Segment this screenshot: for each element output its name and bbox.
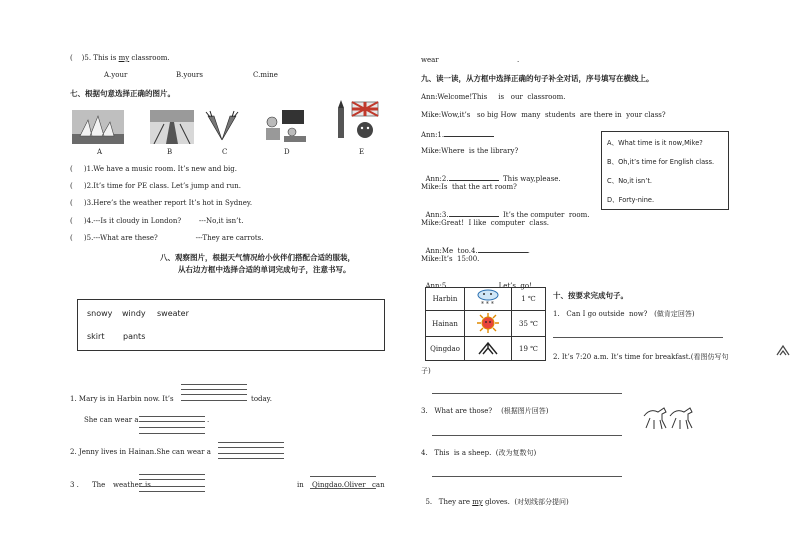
city-cell: Qingdao [426, 337, 465, 361]
wear-carryover: wear [421, 56, 439, 64]
section7-title: 七、根据句意选择正确的图片。 [70, 89, 175, 98]
q1-writing-line[interactable] [181, 389, 247, 390]
q5-option-c: C.mine [253, 71, 278, 79]
dialog-line-8: Mike:Great! I like computer class. [421, 219, 550, 227]
s8-q3-can: can [372, 481, 385, 489]
section10-title: 十、按要求完成句子。 [553, 291, 628, 300]
q2-writing-line[interactable] [218, 442, 284, 443]
dialog-line-7: Ann:3. It’s the computer room. [425, 211, 590, 219]
q3-writing-line[interactable] [310, 488, 376, 489]
weather-icon-cell [465, 337, 512, 361]
q2-writing-line[interactable] [218, 453, 284, 454]
s7-item-5: ( )5.---What are these? ---They are carrots. [70, 234, 264, 242]
q1-writing-line[interactable] [181, 400, 247, 401]
q1-writing-line[interactable] [181, 384, 247, 385]
london-picture [332, 100, 382, 144]
s7-item-2: ( )2.It’s time for PE class. Let’s jump and run. [70, 182, 241, 190]
s10-q4: 4. This is a sheep. (改为复数句) [421, 449, 537, 457]
s10-q2-answer-line[interactable] [432, 393, 622, 394]
horses-picture [642, 402, 694, 432]
wind-icon [476, 339, 500, 357]
pic-label-e: E [359, 148, 365, 156]
sun-icon [475, 312, 501, 334]
option-a: A、What time is it now,Mike? [607, 139, 703, 147]
s8-q1-end: today. [251, 395, 272, 403]
dialog-line-4: Mike:Where is the library? [421, 147, 519, 155]
s8-q3-is: is [145, 481, 151, 489]
pic-label-d: D [284, 148, 290, 156]
s10-q3: 3. What are those? (根据图片回答) [421, 407, 549, 415]
dialog-line-10: Mike:It’s 15:00. [421, 255, 480, 263]
q3-writing-line[interactable] [310, 476, 376, 477]
q2-writing-line[interactable] [218, 447, 284, 448]
q3-writing-line[interactable] [139, 486, 205, 487]
s8-q3-in: in [297, 481, 304, 489]
s10-q4-answer-line[interactable] [432, 476, 622, 477]
snow-cloud-icon [475, 288, 501, 308]
s8-q3-weather: weather [113, 481, 143, 489]
pic-label-a: A [97, 148, 103, 156]
q5-line: ( )5. This is my classroom. [70, 54, 170, 62]
s8-q2: 2. Jenny lives in Hainan.She can wear a [70, 448, 211, 456]
dialog-line-11: Ann:5. Let’s go! [425, 282, 532, 290]
answer-blank-4[interactable] [478, 245, 528, 253]
s8-q1-line2: She can wear a [84, 416, 139, 424]
temp-cell: 19 ℃ [512, 337, 546, 361]
s8-q3-the: The [92, 481, 106, 489]
wear-carryover-dot: . [517, 56, 520, 64]
weather-icon-cell [465, 288, 512, 311]
pic-label-b: B [167, 148, 173, 156]
q3-writing-line[interactable] [139, 491, 205, 492]
option-c: C、No,it isn’t. [607, 177, 652, 185]
answer-blank-2[interactable] [449, 173, 499, 181]
q1b-writing-line[interactable] [139, 416, 205, 417]
temp-cell: 35 ℃ [512, 311, 546, 337]
s10-q5: 5. They are my gloves. (对划线部分提问) [425, 498, 569, 506]
carrots-picture [200, 110, 244, 144]
word-snowy: snowy [87, 309, 113, 318]
q1b-writing-line[interactable] [139, 421, 205, 422]
city-cell: Hainan [426, 311, 465, 337]
word-windy: windy [122, 309, 146, 318]
s8-q3-qingdao: Qingdao.Oliver [312, 481, 366, 489]
q5-option-a: A.your [104, 71, 128, 79]
q1b-writing-line[interactable] [139, 433, 205, 434]
s10-q1-answer-line[interactable] [553, 337, 723, 338]
q3-writing-line[interactable] [139, 474, 205, 475]
s7-item-1: ( )1.We have a music room. It’s new and big. [70, 165, 237, 173]
playground-picture [150, 110, 194, 144]
dialog-line-1: Ann:Welcome!This is our classroom. [421, 93, 566, 101]
dialog-line-6: Mike:Is that the art room? [421, 183, 517, 191]
s8-q1: 1. Mary is in Harbin now. It’s [70, 395, 174, 403]
q2-writing-line[interactable] [218, 458, 284, 459]
q3-writing-line[interactable] [139, 479, 205, 480]
s8-q1-line2-end: . [207, 416, 210, 424]
s8-q3-num: 3 . [70, 481, 79, 489]
s10-q1: 1. Can I go outside now? (做肯定回答) [553, 310, 695, 318]
word-bank-box [77, 299, 385, 351]
dialog-line-3: Ann:1. [421, 129, 494, 139]
dialog-line-5: Ann:2. This way,please. [425, 175, 561, 183]
sydney-opera-house-picture [72, 110, 124, 144]
q1b-writing-line[interactable] [139, 427, 205, 428]
music-room-picture [262, 108, 310, 144]
answer-blank-3[interactable] [449, 209, 499, 217]
option-b: B、Oh,it’s time for English class. [607, 158, 715, 166]
s10-q3-answer-line[interactable] [432, 435, 622, 436]
section9-title: 九、读一读，从方框中选择正确的句子补全对话，序号填写在横线上。 [421, 74, 654, 83]
word-skirt: skirt [87, 332, 105, 341]
dialog-line-9: Ann:Me too.4. . [425, 247, 530, 255]
svg-text:* * *: * * * [481, 301, 494, 308]
word-sweater: sweater [157, 309, 189, 318]
answer-blank-1[interactable] [444, 129, 494, 137]
temp-cell: 1 ℃ [512, 288, 546, 311]
q1-writing-line[interactable] [181, 394, 247, 395]
weather-icon-cell [465, 311, 512, 337]
s7-item-4: ( )4.---Is it cloudy in London? ---No,it isn’t. [70, 217, 244, 225]
pic-label-c: C [222, 148, 228, 156]
section8-title-line2: 从右边方框中选择合适的单词完成句子，注意书写。 [178, 265, 351, 274]
s10-q2: 2. It’s 7:20 a.m. It’s time for breakfast.(看图仿写句 [553, 353, 729, 361]
s10-q2-cont: 子) [421, 367, 431, 375]
page-edge-ornament [775, 343, 791, 359]
s7-item-3: ( )3.Here’s the weather report It’s hot in Sydney. [70, 199, 253, 207]
q5-option-b: B.yours [176, 71, 203, 79]
weather-table [425, 287, 546, 361]
dialog-line-2: Mike:Wow,it’s so big How many students are there in your class? [421, 111, 666, 119]
option-d: D、Forty-nine. [607, 196, 655, 204]
section8-title-line1: 八、观察图片，根据天气情况给小伙伴们搭配合适的服装， [160, 253, 355, 262]
word-pants: pants [123, 332, 146, 341]
city-cell: Harbin [426, 288, 465, 311]
